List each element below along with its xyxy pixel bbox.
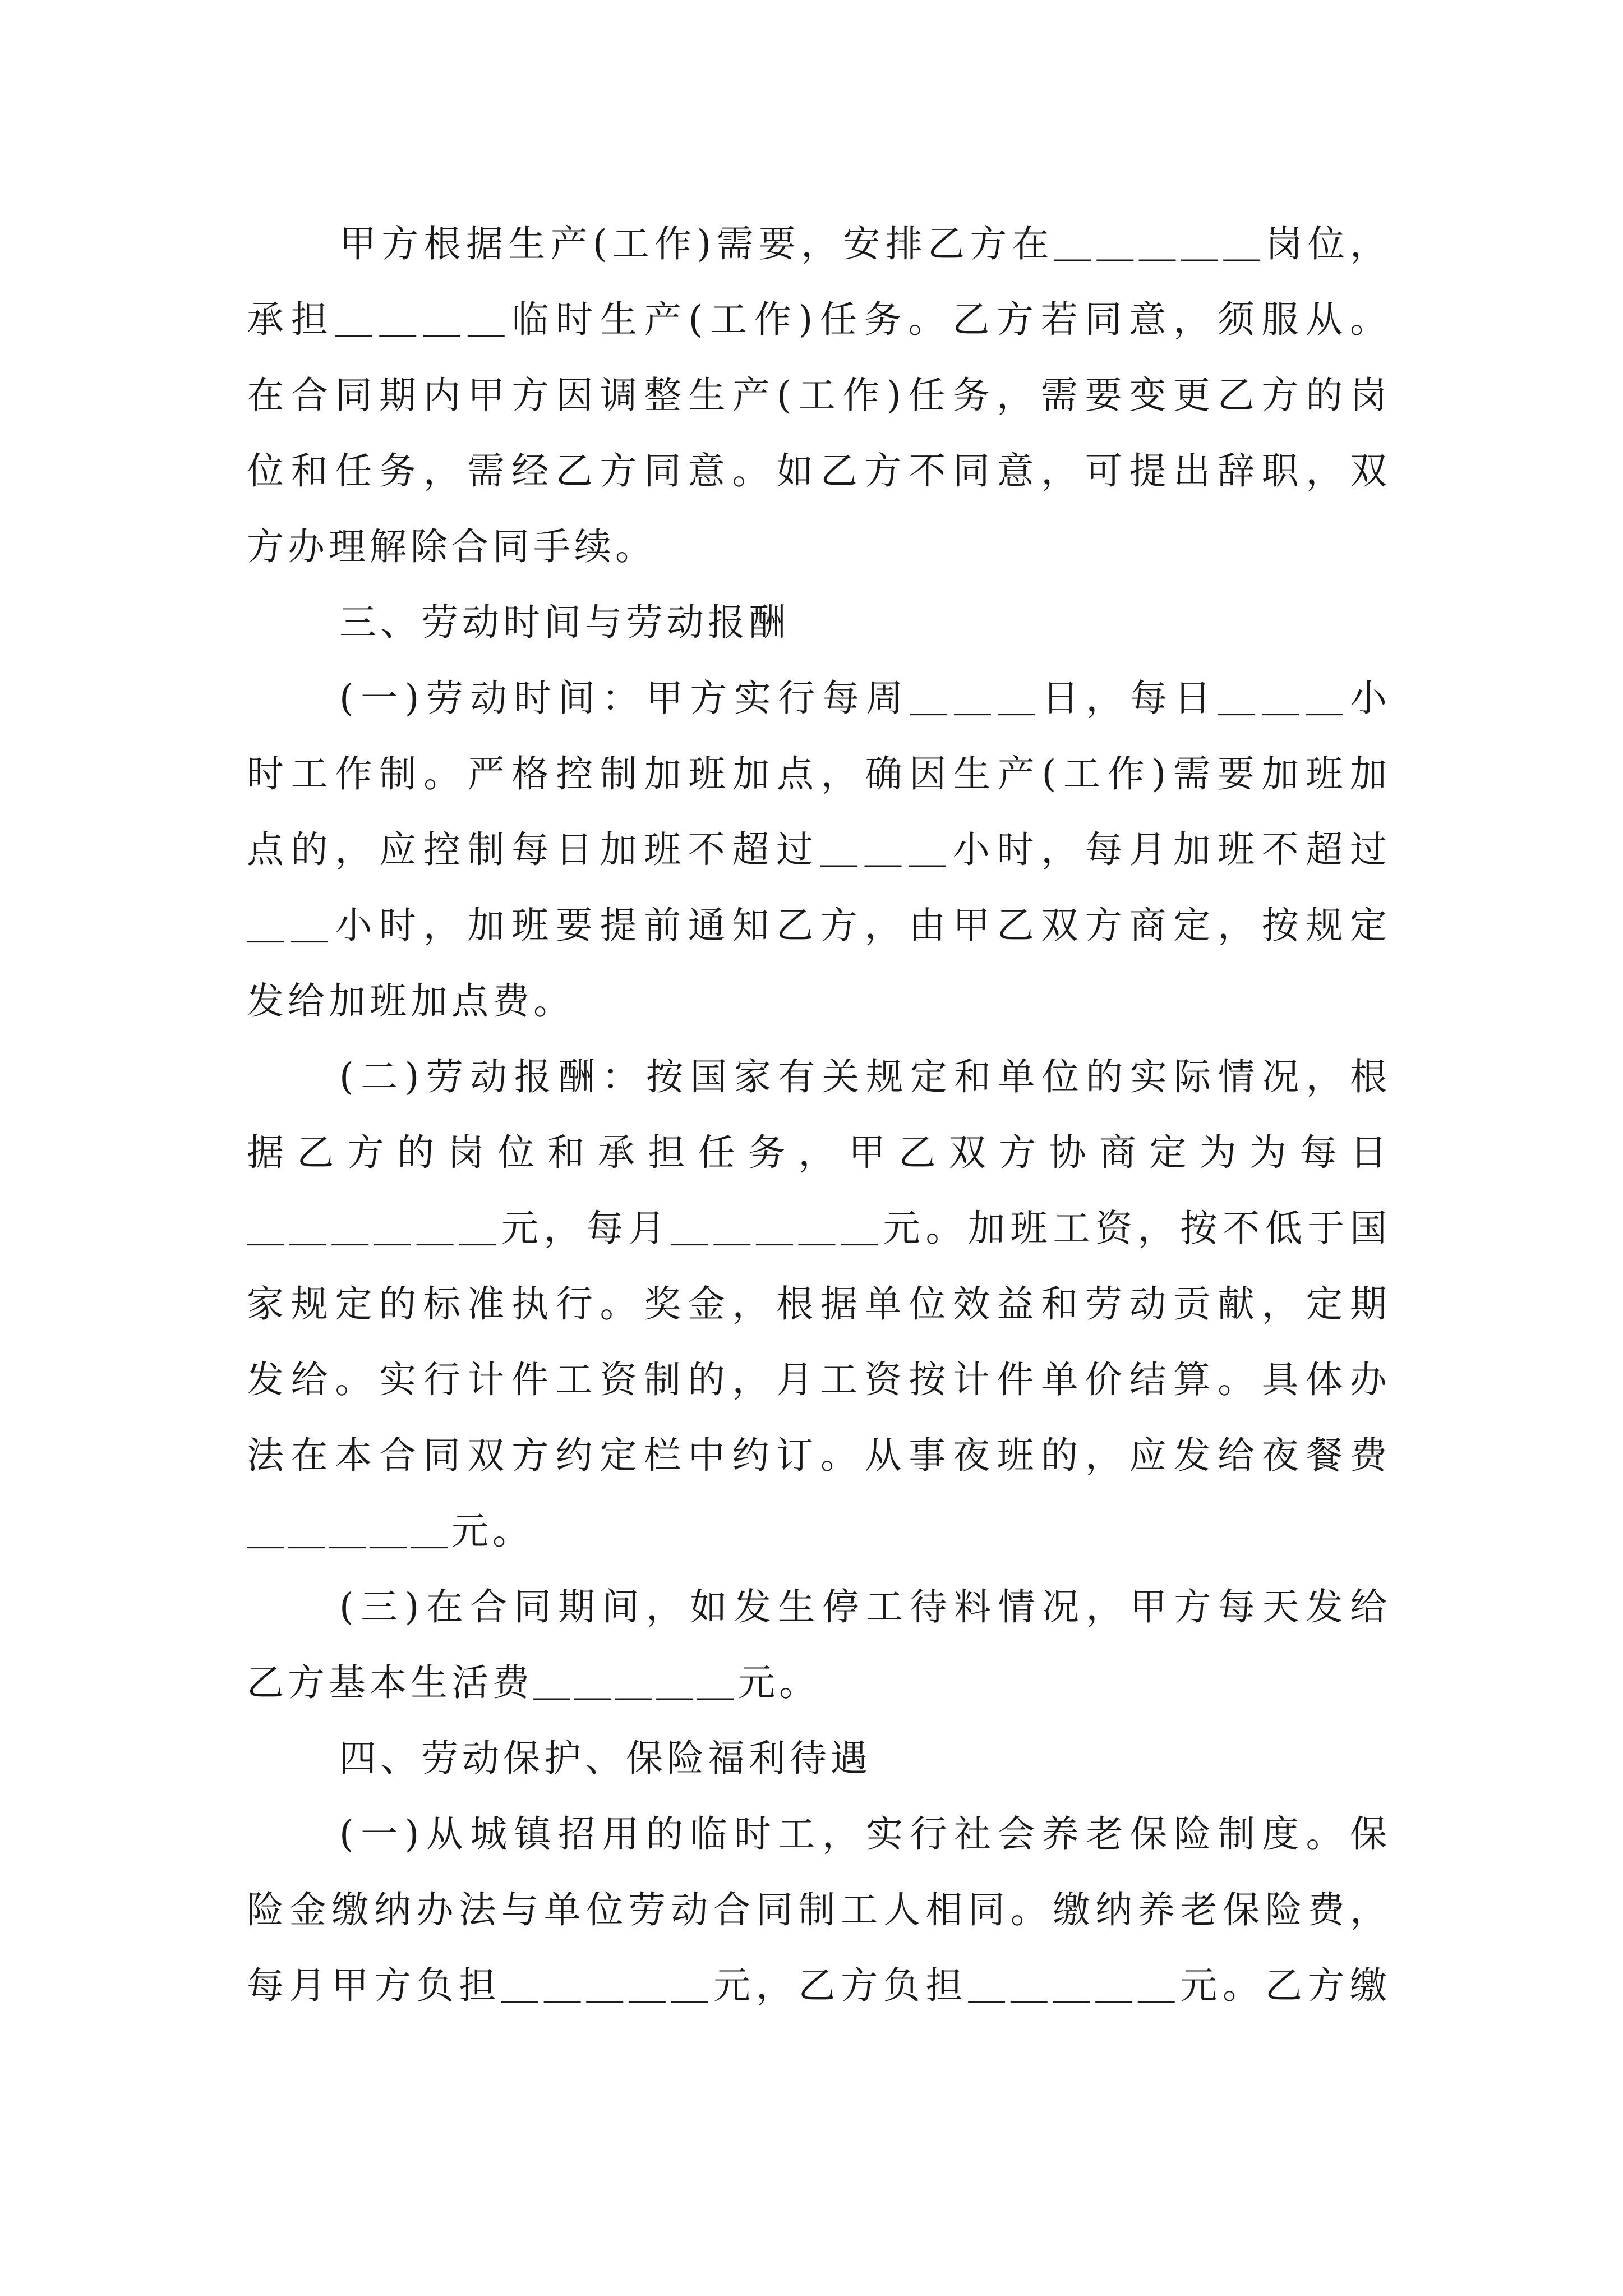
text-line: 险金缴纳办法与单位劳动合同制工人相同。缴纳养老保险费，	[247, 1888, 1391, 1931]
text-line: 每月甲方负担＿＿＿＿＿元，乙方负担＿＿＿＿＿元。乙方缴	[247, 1964, 1391, 2007]
text-line: 发给加班加点费。	[247, 979, 574, 1023]
section-heading: 四、劳动保护、保险福利待遇	[339, 1737, 872, 1780]
text-line: (一)劳动时间：甲方实行每周＿＿＿日，每日＿＿＿小	[339, 677, 1391, 720]
text-line: 承担＿＿＿＿临时生产(工作)任务。乙方若同意，须服从。	[247, 298, 1391, 341]
text-line: (二)劳动报酬：按国家有关规定和单位的实际情况，根	[339, 1055, 1391, 1098]
text-line: 在合同期内甲方因调整生产(工作)任务，需要变更乙方的岗	[247, 374, 1391, 417]
text-line: 乙方基本生活费＿＿＿＿＿元。	[247, 1661, 820, 1704]
text-line: 时工作制。严格控制加班加点，确因生产(工作)需要加班加	[247, 752, 1391, 795]
text-line: (三)在合同期间，如发生停工待料情况，甲方每天发给	[339, 1585, 1391, 1628]
text-line: (一)从城镇招用的临时工，实行社会养老保险制度。保	[339, 1812, 1391, 1856]
text-line: 位和任务，需经乙方同意。如乙方不同意，可提出辞职，双	[247, 449, 1391, 493]
text-line: 法在本合同双方约定栏中约订。从事夜班的，应发给夜餐费	[247, 1434, 1391, 1477]
text-line: ＿＿＿＿＿元。	[247, 1510, 533, 1553]
text-line: ＿＿小时，加班要提前通知乙方，由甲乙双方商定，按规定	[247, 904, 1391, 947]
text-line: 甲方根据生产(工作)需要，安排乙方在＿＿＿＿＿岗位，	[339, 222, 1391, 265]
text-line: ＿＿＿＿＿＿元，每月＿＿＿＿＿元。加班工资，按不低于国	[247, 1207, 1391, 1250]
text-line: 家规定的标准执行。奖金，根据单位效益和劳动贡献，定期	[247, 1282, 1391, 1326]
text-line: 据乙方的岗位和承担任务，甲乙双方协商定为为每日	[247, 1131, 1391, 1174]
section-heading: 三、劳动时间与劳动报酬	[339, 601, 790, 644]
text-line: 发给。实行计件工资制的，月工资按计件单价结算。具体办	[247, 1358, 1391, 1401]
text-line: 方办理解除合同手续。	[247, 525, 656, 568]
text-line: 点的，应控制每日加班不超过＿＿＿小时，每月加班不超过	[247, 828, 1391, 871]
